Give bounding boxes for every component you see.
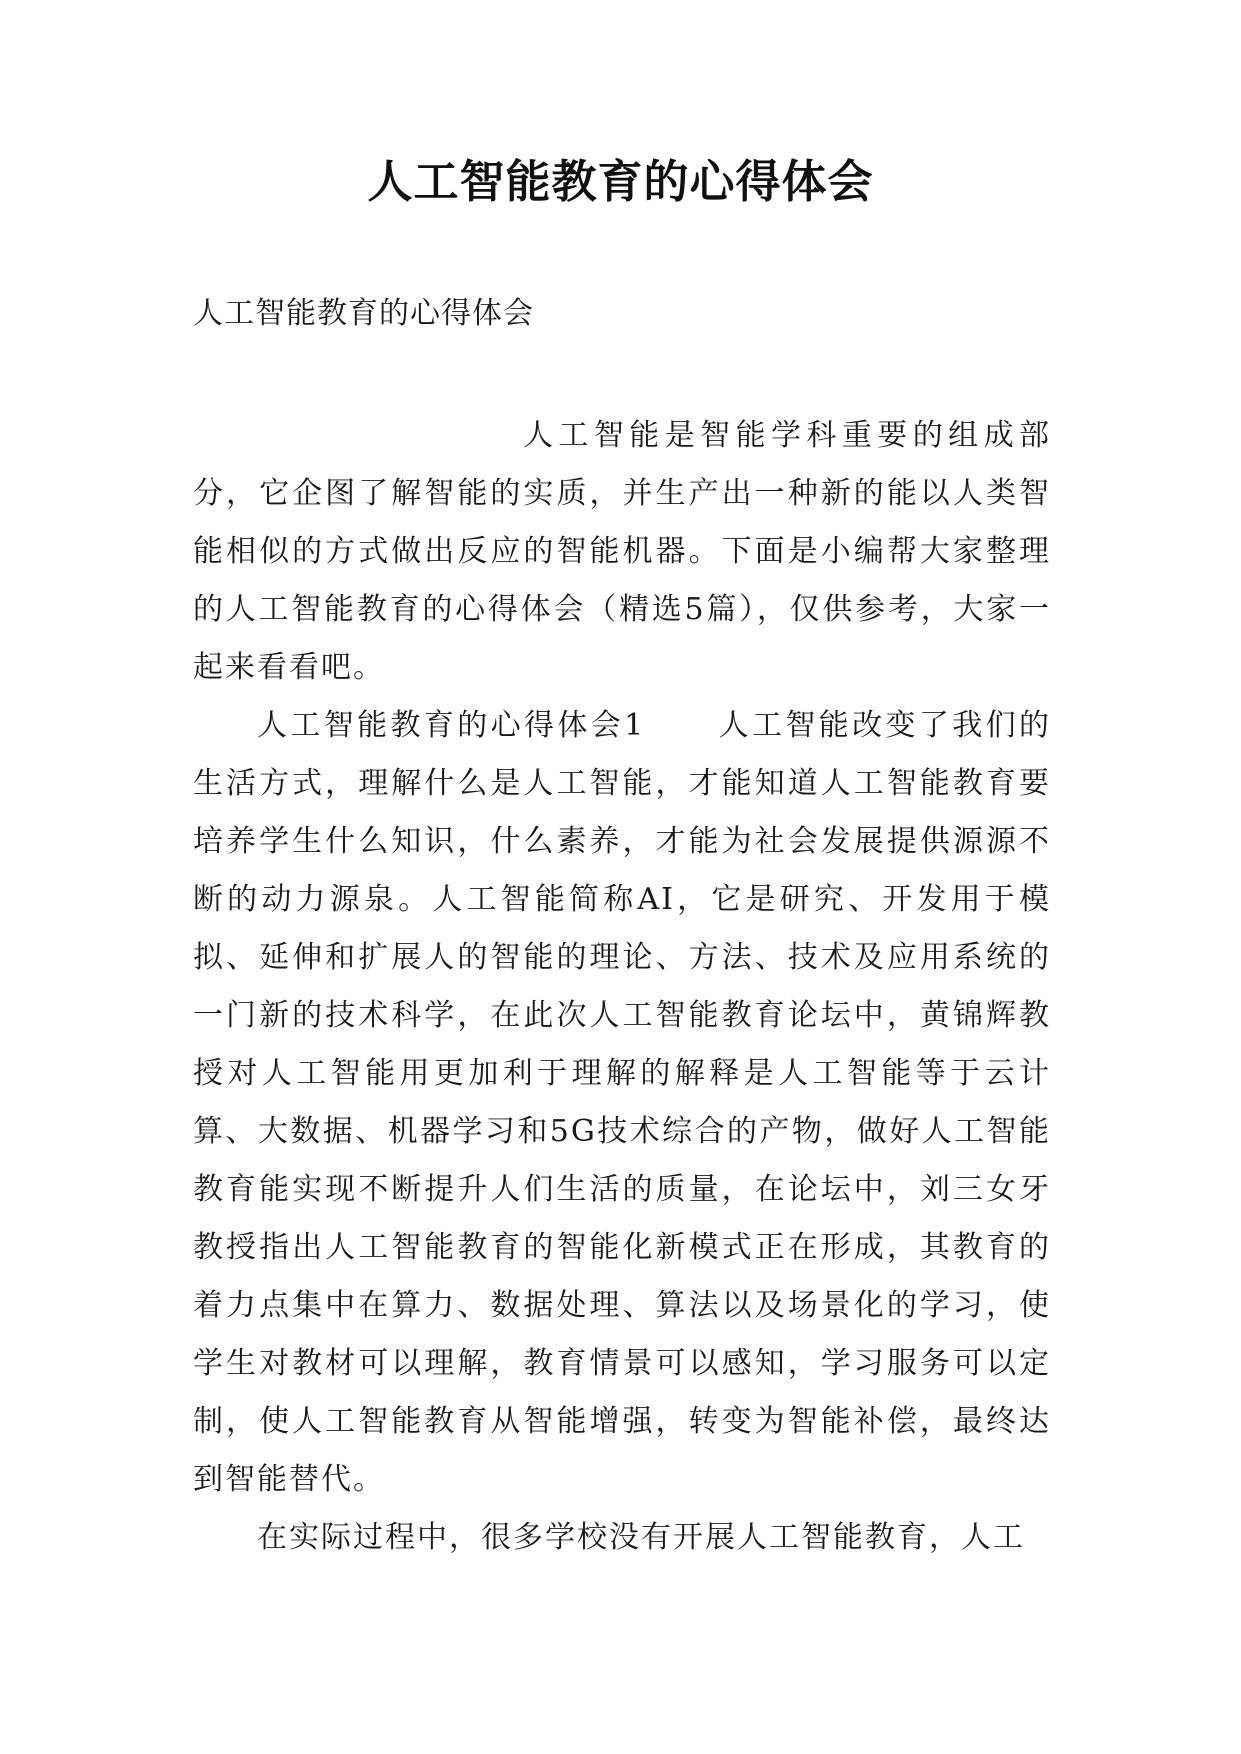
intro-paragraph: 人工智能是智能学科重要的组成部分，它企图了解智能的实质，并生产出一种新的能以人类智能相似的方式做出反应的智能机器。下面是小编帮大家整理的人工智能教育的心得体会（精选5篇），仅供参考，大家一起来看看吧。 <box>193 418 1051 685</box>
document-body <box>193 407 1051 1567</box>
section-1-body: 人工智能改变了我们的生活方式，理解什么是人工智能，才能知道人工智能教育要培养学生什么知识，什么素养，才能为社会发展提供源源不断的动力源泉。人工智能简称AI，它是研究、开发用于模拟、延伸和扩展人的智能的理论、方法、技术及应用系统的一门新的技术科学，在此次人工智能教育论坛中，黄锦辉教授对人工智能用更加利于理解的解释是人工智能等于云计算、大数据、机器学习和5G技术综合的产物，做好人工智能教育能实现不断提升人们生活的质量，在论坛中，刘三女牙教授指出人工智能教育的智能化新模式正在形成，其教育的着力点集中在算力、数据处理、算法以及场景化的学习，使学生对教材可以理解，教育情景可以感知，学习服务可以定制，使人工智能教育从智能增强，转变为智能补偿，最终达到智能替代。 <box>193 708 1051 1497</box>
document-subtitle: 人工智能教育的心得体会 <box>193 296 534 331</box>
section-1-paragraph <box>193 697 1051 1509</box>
paragraph-3: 在实际过程中，很多学校没有开展人工智能教育，人工 <box>257 1520 1025 1555</box>
section-1-heading: 人工智能教育的心得体会1 <box>257 708 646 743</box>
document-title: 人工智能教育的心得体会 <box>367 155 874 208</box>
